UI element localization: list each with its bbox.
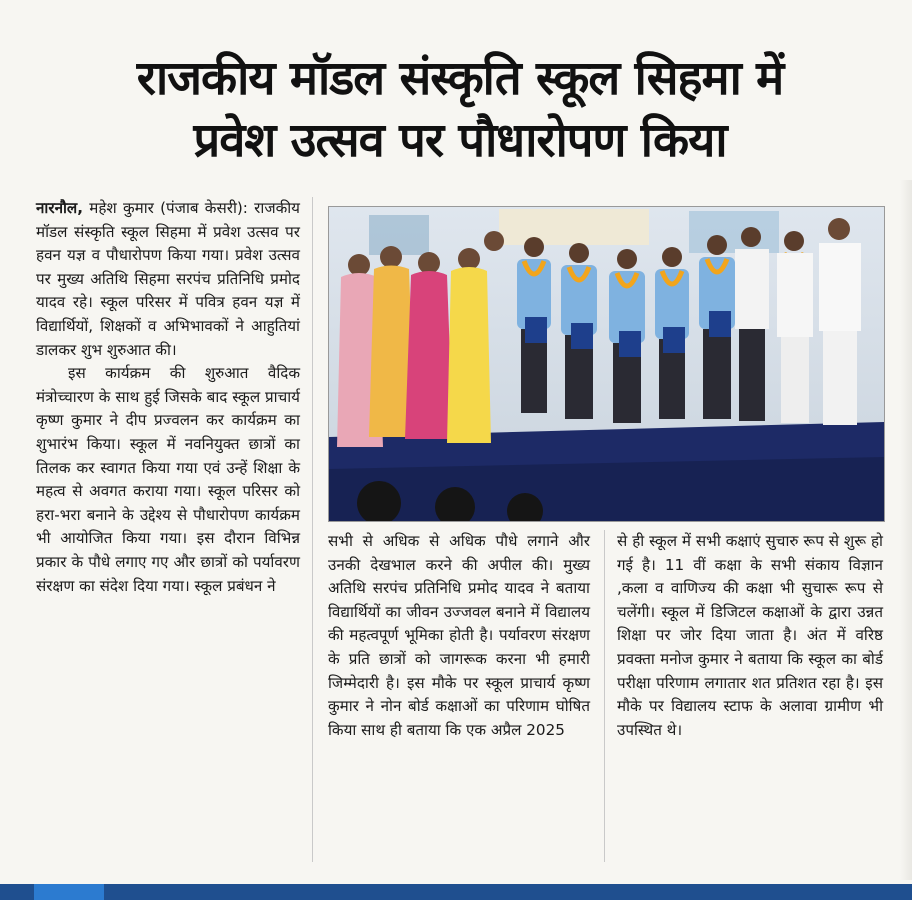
headline-line-2: प्रवेश उत्सव पर पौधारोपण किया — [193, 113, 727, 168]
headline — [20, 48, 900, 172]
next-article-banner — [0, 884, 912, 900]
adjacent-page-edge — [900, 180, 912, 880]
article-column-2-text: सभी से अधिक से अधिक पौधे लगाने और उनकी देखभाल करने की अपील की। मुख्य अतिथि सरपंच प्रतिनिधि प्रमोद यादव ने बताया विद्यार्थियों का जीवन उज्जवल बनाने में विद्यालय की महत्वपूर्ण भूमिका होती है। पर्यावरण संरक्षण के प्रति छात्रों को जागरूक करना भी हमारी जिम्मेदारी है। इस मौके पर स्कूल प्राचार्य कृष्ण कुमार ने नोन बोर्ड कक्षाओं का परिणाम घोषित किया साथ ही बताया कि एक अप्रैल 2025 — [328, 532, 590, 739]
event-photo-illustration — [329, 207, 884, 521]
banner-accent — [34, 884, 104, 900]
column-divider — [604, 530, 605, 862]
article-paragraph-2: इस कार्यक्रम की शुरुआत वैदिक मंत्रोच्चारण के साथ हुई जिसके बाद स्कूल प्राचार्य कृष्ण कुमार ने दीप प्रज्वलन कर कार्यक्रम का शुभारंभ किया। स्कूल में नवनियुक्त छात्रों का तिलक कर स्वागत किया गया एवं उन्हें शिक्षा के महत्व से अवगत कराया गया। स्कूल परिसर को हरा-भरा बनाने के उद्देश्य से पौधारोपण कार्यक्रम भी आयोजित किया गया। इस दौरान विभिन्न प्रकार के पौधे लगाए गए और छात्रों को पर्यावरण संरक्षण का संदेश दिया गया। स्कूल प्रबंधन ने — [36, 364, 300, 595]
event-photo — [328, 206, 885, 522]
column-divider — [312, 197, 313, 862]
headline-line-1: राजकीय मॉडल संस्कृति स्कूल सिहमा में — [136, 51, 784, 106]
article-column-1 — [36, 197, 300, 598]
article-column-3 — [617, 530, 883, 742]
article-paragraph-1-text: महेश कुमार (पंजाब केसरी): राजकीय मॉडल संस्कृति स्कूल सिहमा में प्रवेश उत्सव पर हवन यज्ञ व पौधारोपण किया गया। प्रवेश उत्सव पर मुख्य अतिथि सिहमा सरपंच प्रतिनिधि प्रमोद यादव रहे। स्कूल परिसर में पवित्र हवन यज्ञ में विद्यार्थियों, शिक्षकों व अभिभावकों ने आहुतियां डालकर शुभ शुरुआत की। — [36, 199, 300, 359]
article-column-3-text: से ही स्कूल में सभी कक्षाएं सुचारु रूप से शुरू हो गई है। 11 वीं कक्षा के सभी संकाय विज्ञान ,कला व वाणिज्य की कक्षा भी सुचारू रूप से चलेंगी। स्कूल में डिजिटल कक्षाओं के द्वारा उन्नत शिक्षा पर जोर दिया जाता है। अंत में वरिष्ठ प्रवक्ता मनोज कुमार ने बताया कि स्कूल का बोर्ड परीक्षा परिणाम लगातार शत प्रतिशत रहा है। इस मौके पर विद्यालय स्टाफ के अलावा ग्रामीण भी उपस्थित थे। — [617, 532, 883, 739]
article-paragraph-1 — [36, 197, 300, 362]
article-column-2 — [328, 530, 590, 742]
dateline: नारनौल, — [36, 199, 84, 217]
